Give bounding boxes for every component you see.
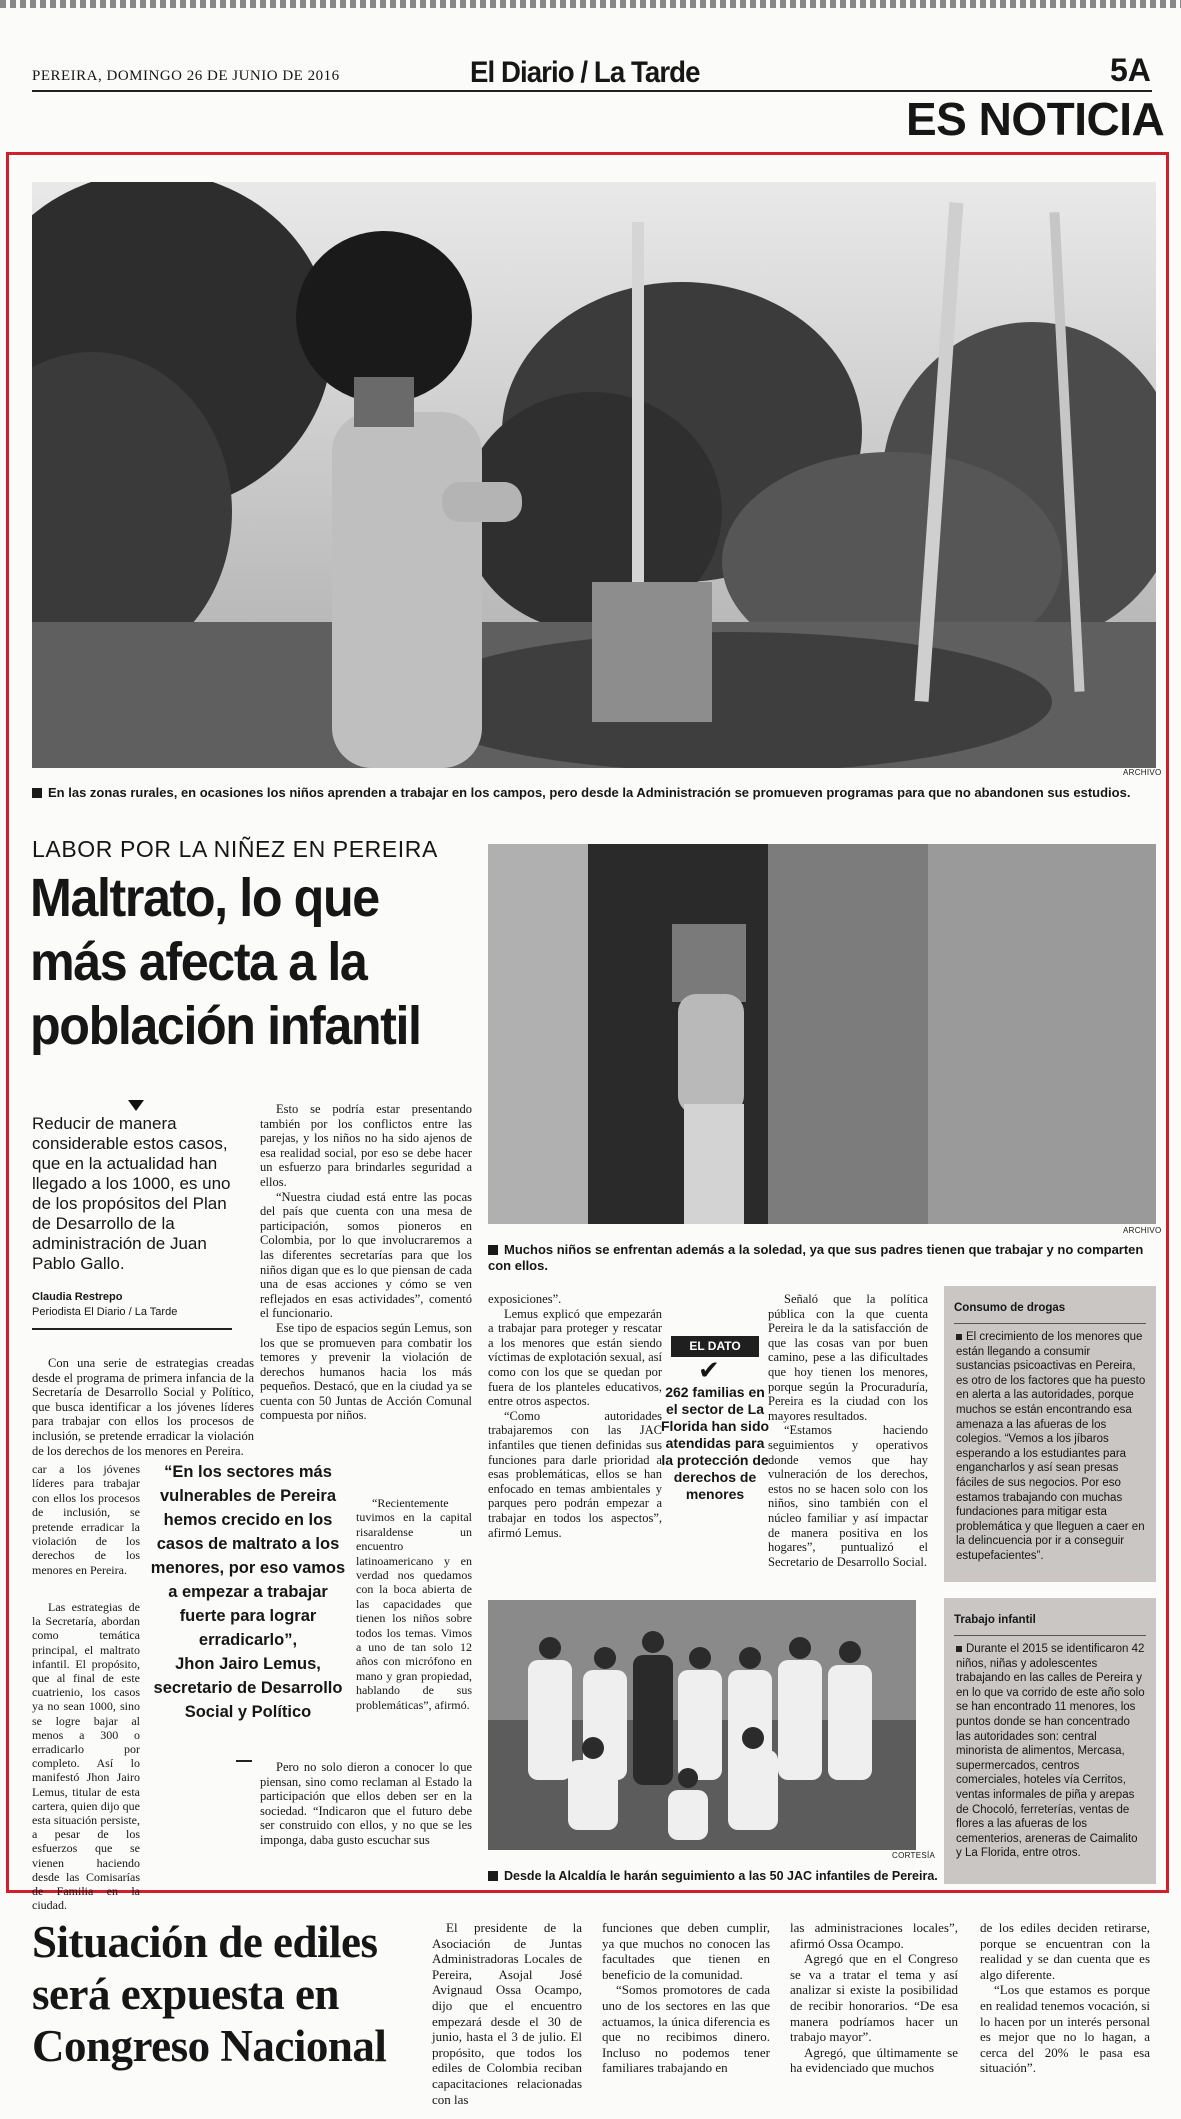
article-col2 — [260, 1102, 472, 1423]
edition-date: PEREIRA, DOMINGO 26 DE JUNIO DE 2016 — [32, 68, 340, 84]
paragraph: Con una serie de estrategias creadas desde el programa de primera infancia de la Secretaría de Desarrollo Social y Político, que busca identificar a los jóvenes líderes para trabajar con ellos los procesos de inclusión, se pretende erradicar la violación de los derechos de los menores en Pereira. — [32, 1356, 254, 1458]
article-col2-bottom — [260, 1760, 472, 1848]
sidebar-drugs-text: El crecimiento de los menores que están llegando a consumir sustancias psicoactivas en Pereira, es otro de los factores que ha puesto en alerta a las autoridades, porque muchos se están encontrando esa amenaza a las afueras de los colegios. “Vemos a los jíbaros esperando a los estudiantes para engancharlos y así sean presas fáciles de sus negocios. Por eso estamos trabajando con muchas fundaciones para mitigar esta problemática y que lleguen a caer en la delincuencia por ir a conseguir estupefacientes”. — [956, 1331, 1146, 1562]
article-col4 — [768, 1292, 928, 1569]
photo-child-doorway-image — [488, 844, 1156, 1224]
credit-photo-group: CORTESÍA — [892, 1851, 936, 1860]
quote-author: Jhon Jairo Lemus, secretario de Desarrollo Social y Político — [153, 1655, 343, 1721]
bottom-col3 — [790, 1920, 958, 2076]
sidebar-work-title: Trabajo infantil — [954, 1614, 1036, 1626]
newspaper-name: El Diario / La Tarde — [470, 56, 700, 89]
paragraph: “Estamos haciendo seguimientos y operativos donde vemos que hay vulneración de los derechos, estos no se hacen solo con los niños, sino también con el núcleo familiar y así impactar de manera positiva en los hogares”, puntualizó el Secretario de Desarrollo Social. — [768, 1423, 928, 1569]
byline-author: Claudia Restrepo — [32, 1291, 123, 1303]
article-lead: Reducir de manera considerable estos casos, que en la actualidad han llegado a los 1000, es uno de los propósitos del Plan de Desarrollo de la administración de Juan Pablo Gallo. — [32, 1114, 231, 1273]
credit-photo-rural: ARCHIVO — [1123, 768, 1162, 777]
bottom-col1 — [432, 1920, 582, 2107]
paragraph: car a los jóvenes líderes para trabajar con ellos los procesos de inclusión, se pretende erradicar la violación de los derechos de los menores en Pereira. — [32, 1462, 140, 1577]
checkmark-icon: ✔ — [698, 1356, 720, 1386]
top-edge-dots — [0, 0, 1181, 8]
caption-photo-doorway — [488, 1242, 1158, 1274]
article-col1-narrow — [32, 1462, 140, 1577]
credit-photo-doorway: ARCHIVO — [1123, 1226, 1162, 1235]
paragraph: Esto se podría estar presentando también por los conflictos entre las parejas, y los niños no ha sido ajenos de esa realidad social, por eso se debe hacer un esfuerzo para brindarles seguridad a ellos. — [260, 1102, 472, 1189]
article-kicker: LABOR POR LA NIÑEZ EN PEREIRA — [32, 836, 438, 862]
paragraph: exposiciones”. — [488, 1292, 562, 1306]
photo-rural-child — [32, 182, 1156, 768]
paragraph: Agregó que en el Congreso se va a tratar el tema y así analizar si existe la posibilidad de recibir honorarios. “De esa manera podríamos hacer un trabajo mayor”. — [790, 1951, 958, 2045]
paragraph: El presidente de la Asociación de Juntas Administradoras Locales de Pereira, Asojal José Avignaud Ossa Ocampo, dijo que el encuentro empezará desde el 30 de junio, hasta el 3 de julio. El propósito, que todos los ediles de Colombia reciban capacitaciones relacionadas con las — [432, 1920, 582, 2107]
paragraph: “Nuestra ciudad está entre las pocas del país que cuenta con una mesa de participación, somos pioneros en Colombia, por lo que involucraremos a las diferentes secretarías para que los niños digan que es lo que piensan de cada una de esas acciones y cómo se ven reflejados en esas actividades”, comentó el funcionario. — [260, 1189, 472, 1321]
quote-rule — [236, 1760, 252, 1762]
pull-quote — [148, 1460, 348, 1724]
lead-arrow-icon — [128, 1100, 144, 1111]
sidebar-work-text: Durante el 2015 se identificaron 42 niños, niñas y adolescentes trabajando en las calles de Pereira y en lo que va corrido de este año solo se han encontrado 11 menores, los puntos donde se han concentrado las autoridades son: central minorista de alimentos, Mercasa, supermercados, centros comerciales, hoteles vía Cerritos, ventas informales de piña y arepas de Chocoló, ferreterías, ventas de flores a las afueras de los cementerios, areneras de Caimalito y La Florida, entre otros. — [956, 1643, 1145, 1860]
dato-text: 262 familias en el sector de La Florida han sido atendidas para la protección de derechos de menores — [660, 1384, 770, 1502]
sidebar-rule — [954, 1323, 1146, 1324]
photo-rural-child-image — [32, 182, 1156, 768]
paragraph: Lemus explicó que empezarán a trabajar para proteger y rescatar a los menores que están siendo víctimas de explotación sexual, así como con los que se quedan por fuera de los planteles educativos, entre otros aspectos. — [488, 1306, 662, 1409]
paragraph: Ese tipo de espacios según Lemus, son los que se promueven para combatir los temores y prevenir la violación de derechos humanos hacia los más pequeños. Destacó, que en la ciudad ya se cuenta con 50 Juntas de Acción Comunal compuesta por niños. — [260, 1320, 472, 1423]
sidebar-drugs-body — [944, 1330, 1156, 1564]
bottom-col4 — [980, 1920, 1150, 2076]
photo-child-doorway — [488, 844, 1156, 1224]
dato-label: EL DATO — [671, 1336, 759, 1357]
paragraph: de los ediles deciden retirarse, porque se encuentran con la realidad y se dan cuenta que es algo diferente. — [980, 1920, 1150, 1982]
sidebar-drugs — [944, 1286, 1156, 1582]
article-headline: Maltrato, lo que más afecta a la población infantil — [30, 868, 421, 1056]
bottom-col2 — [602, 1920, 770, 2076]
article-col2-narrow — [356, 1496, 472, 1712]
photo-jac-group — [488, 1600, 916, 1850]
sidebar-work-body — [944, 1642, 1156, 1861]
article-col1-top — [32, 1356, 254, 1458]
caption-text: Desde la Alcaldía le harán seguimiento a las 50 JAC infantiles de Pereira. — [504, 1869, 938, 1883]
sidebar-rule — [954, 1635, 1146, 1636]
caption-text: Muchos niños se enfrentan además a la soledad, ya que sus padres tienen que trabajar y no comparten con ellos. — [488, 1242, 1144, 1273]
bullet-icon — [956, 1646, 962, 1652]
sidebar-drugs-title: Consumo de drogas — [954, 1302, 1066, 1314]
byline-rule — [32, 1328, 232, 1330]
paragraph: “Los que estamos es porque en realidad tenemos vocación, si lo hacen por un interés personal es mejor que no lo hagan, a cerca del 20% le pasa esa situación”. — [980, 1982, 1150, 2076]
paragraph: “Recientemente tuvimos en la capital risaraldense un encuentro latinoamericano y en verdad nos quedamos con la boca abierta de las capacidades que tienen los niños sobre todos los temas. Vimos a uno de tan solo 12 años con micrófono en mano y gran propiedad, hablando de sus problemáticas”, afirmó. — [356, 1496, 472, 1712]
bullet-icon — [956, 1334, 962, 1340]
caption-photo-rural — [32, 785, 1152, 801]
paragraph: “Somos promotores de cada uno de los sectores en las que actuamos, la única diferencia es que no recibimos dinero. Incluso no podemos tener familiares trabajando en — [602, 1982, 770, 2076]
paragraph: Las estrategias de la Secretaría, abordan como temática principal, el maltrato infantil. El propósito, que al final de este cuatrienio, los casos ya no sean 1000, sino se logre bajar al menos a 300 o erradicarlo por completo. Así lo manifestó Jhon Jairo Lemus, titular de esta cartera, quien dijo que esta situación persiste, a pesar de los esfuerzos que se vienen haciendo desde las Comisarías de Familia en la ciudad. — [32, 1600, 140, 1913]
photo-jac-group-image — [488, 1600, 916, 1850]
quote-text: “En los sectores más vulnerables de Pereira hemos crecido en los casos de maltrato a los menores, por eso vamos a empezar a trabajar fuerte para lograr erradicarlo”, — [150, 1463, 346, 1649]
paragraph: Pero no solo dieron a conocer lo que piensan, sino como reclaman al Estado la participación que ellos deben ser en la sociedad. “Indicaron que el futuro debe ser construido con ellos, y no que se les imponga, daba gusto escuchar sus — [260, 1760, 472, 1847]
bottom-headline: Situación de ediles será expuesta en Congreso Nacional — [32, 1917, 387, 2071]
caption-bullet — [488, 1871, 498, 1881]
caption-bullet — [32, 788, 42, 798]
section-title: ES NOTICIA — [906, 93, 1165, 145]
article-col1-narrow-2 — [32, 1600, 140, 1912]
caption-text: En las zonas rurales, en ocasiones los niños aprenden a trabajar en los campos, pero desde la Administración se promueven programas para que no abandonen sus estudios. — [48, 785, 1131, 800]
page-number: 5A — [1110, 52, 1151, 88]
article-col3 — [488, 1292, 662, 1540]
sidebar-child-labor — [944, 1598, 1156, 1884]
paragraph: Agregó, que últimamente se ha evidenciado que muchos — [790, 2044, 958, 2076]
paragraph: “Como autoridades trabajaremos con las JAC infantiles que tienen definidas sus funciones para darle prioridad a esas problemáticas, ellos se han enfocado en temas ambientales y parques pero podrán empezar a trabajar en todos los aspectos”, afirmó Lemus. — [488, 1408, 662, 1540]
caption-bullet — [488, 1245, 498, 1255]
paragraph: Señaló que la política pública con la que cuenta Pereira le da la satisfacción de que las cosas van por buen camino, pese a las dificultades que hoy tienen los menores, porque según la Procuraduría, Pereira es la ciudad con los mayores resultados. — [768, 1292, 928, 1423]
caption-photo-group — [488, 1868, 938, 1884]
byline-role: Periodista El Diario / La Tarde — [32, 1306, 178, 1318]
paragraph: funciones que deben cumplir, ya que muchos no conocen las facultades que tienen en beneficio de la comunidad. — [602, 1920, 770, 1982]
paragraph: las administraciones locales”, afirmó Ossa Ocampo. — [790, 1920, 958, 1951]
